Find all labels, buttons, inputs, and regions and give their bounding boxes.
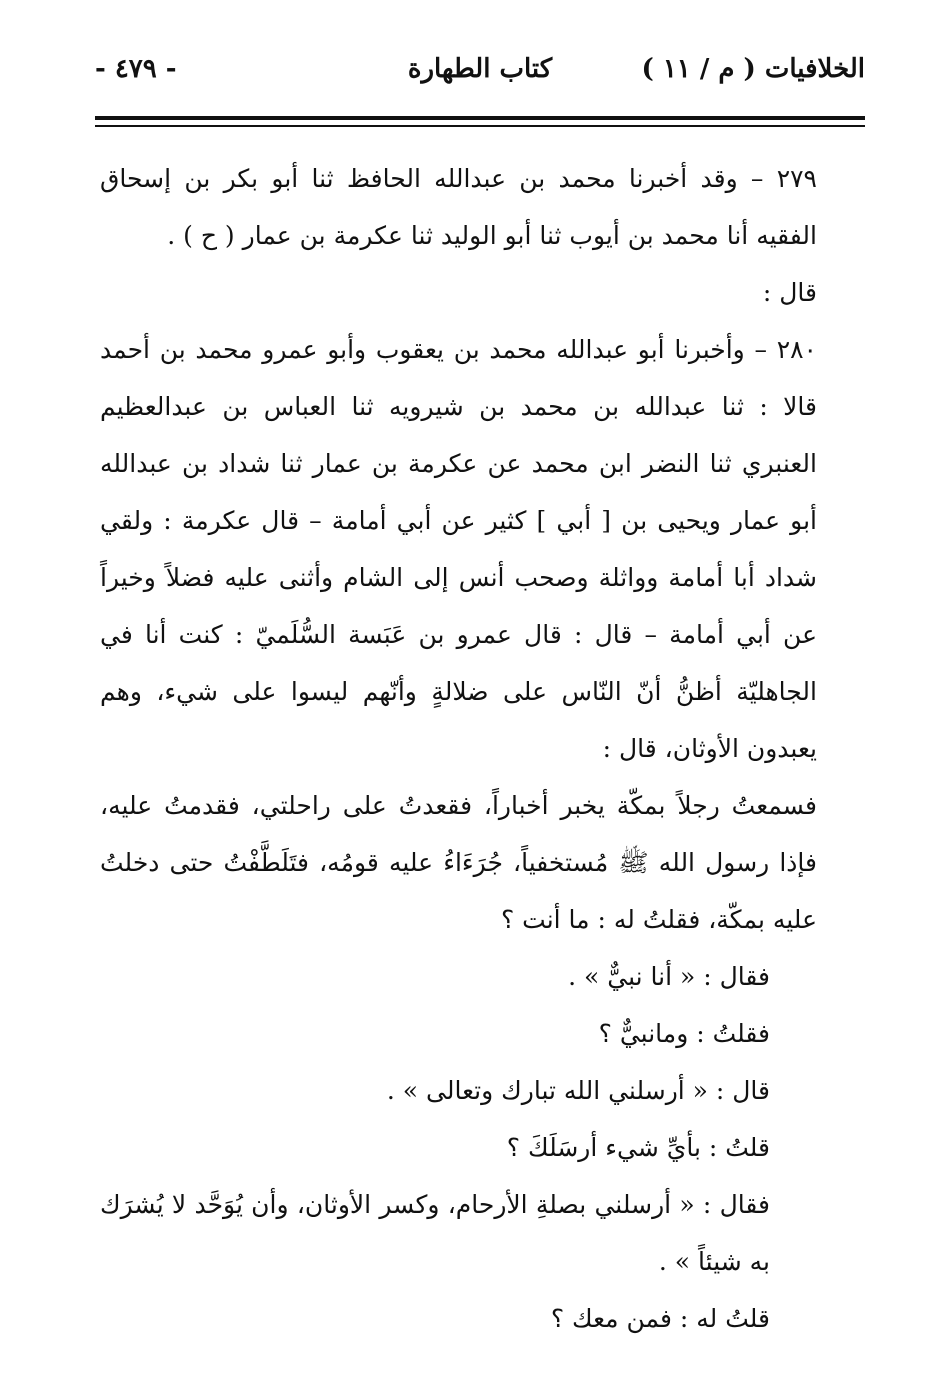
running-title: الخلافيات ( م / ١١ )	[641, 54, 865, 84]
dialog-line: قلتُ له : فمن معك ؟	[550, 1304, 770, 1333]
dialog-line: قال : « أرسلني الله تبارك وتعالى » .	[386, 1076, 770, 1105]
dialog-line: فقلتُ : ومانبيٌّ ؟	[598, 1019, 770, 1048]
dialog-line: فقال : « أرسلني بصلةِ الأرحام، وكسر الأوثان، وأن يُوَحَّد لا يُشرَك به شيئاً » .	[100, 1190, 770, 1276]
paragraph-hadith-279: ٢٧٩ – وقد أخبرنا محمد بن عبدالله الحافظ ثنا أبو بكر بن إسحاق الفقيه أنا محمد بن أيوب ثنا أبو الوليد ثنا عكرمة بن عمار ( ح ) .	[100, 164, 817, 250]
page-header	[95, 42, 865, 102]
page-number: - ٤٧٩ -	[95, 54, 177, 84]
paragraph-hadith-280: ٢٨٠ – وأخبرنا أبو عبدالله محمد بن يعقوب وأبو عمرو محمد بن أحمد قالا : ثنا عبدالله بن محمد بن شيرويه ثنا العباس بن عبدالعظيم العنبري ثنا النضر ابن محمد عن عكرمة بن عمار ثنا شداد بن عبدالله أبو عمار ويحيى بن [ أبي ] كثير عن أبي أمامة – قال عكرمة : ولقي شداد أبا أمامة وواثلة وصحب أنس إلى الشام وأثنى عليه فضلاً وخيراً عن أبي أمامة – قال : قال عمرو بن عَبَسة السُّلَميّ : كنت أنا في الجاهليّة أظنُّ أنّ النّاس على ضلالةٍ وأنّهم ليسوا على شيء، وهم يعبدون الأوثان، قال :	[100, 335, 817, 763]
paragraph-qala: قال :	[762, 278, 817, 307]
header-rule-thick	[95, 116, 865, 120]
paragraph-narrative: فسمعتُ رجلاً بمكّة يخبر أخباراً، فقعدتُ على راحلتي، فقدمتُ عليه، فإذا رسول الله ﷺ مُستخفياً، جُرَءَاءُ عليه قومُه، فتَلَطَّفْتُ حتى دخلتُ عليه بمكّة، فقلتُ له : ما أنت ؟	[100, 791, 817, 934]
page-body	[100, 150, 865, 1347]
header-rule-thin	[95, 125, 865, 127]
section-title: كتاب الطهارة	[407, 54, 553, 84]
dialog-line: قلتُ : بأيِّ شيء أرسَلَكَ ؟	[506, 1133, 770, 1162]
dialog-line: فقال : « أنا نبيٌّ » .	[568, 962, 770, 991]
